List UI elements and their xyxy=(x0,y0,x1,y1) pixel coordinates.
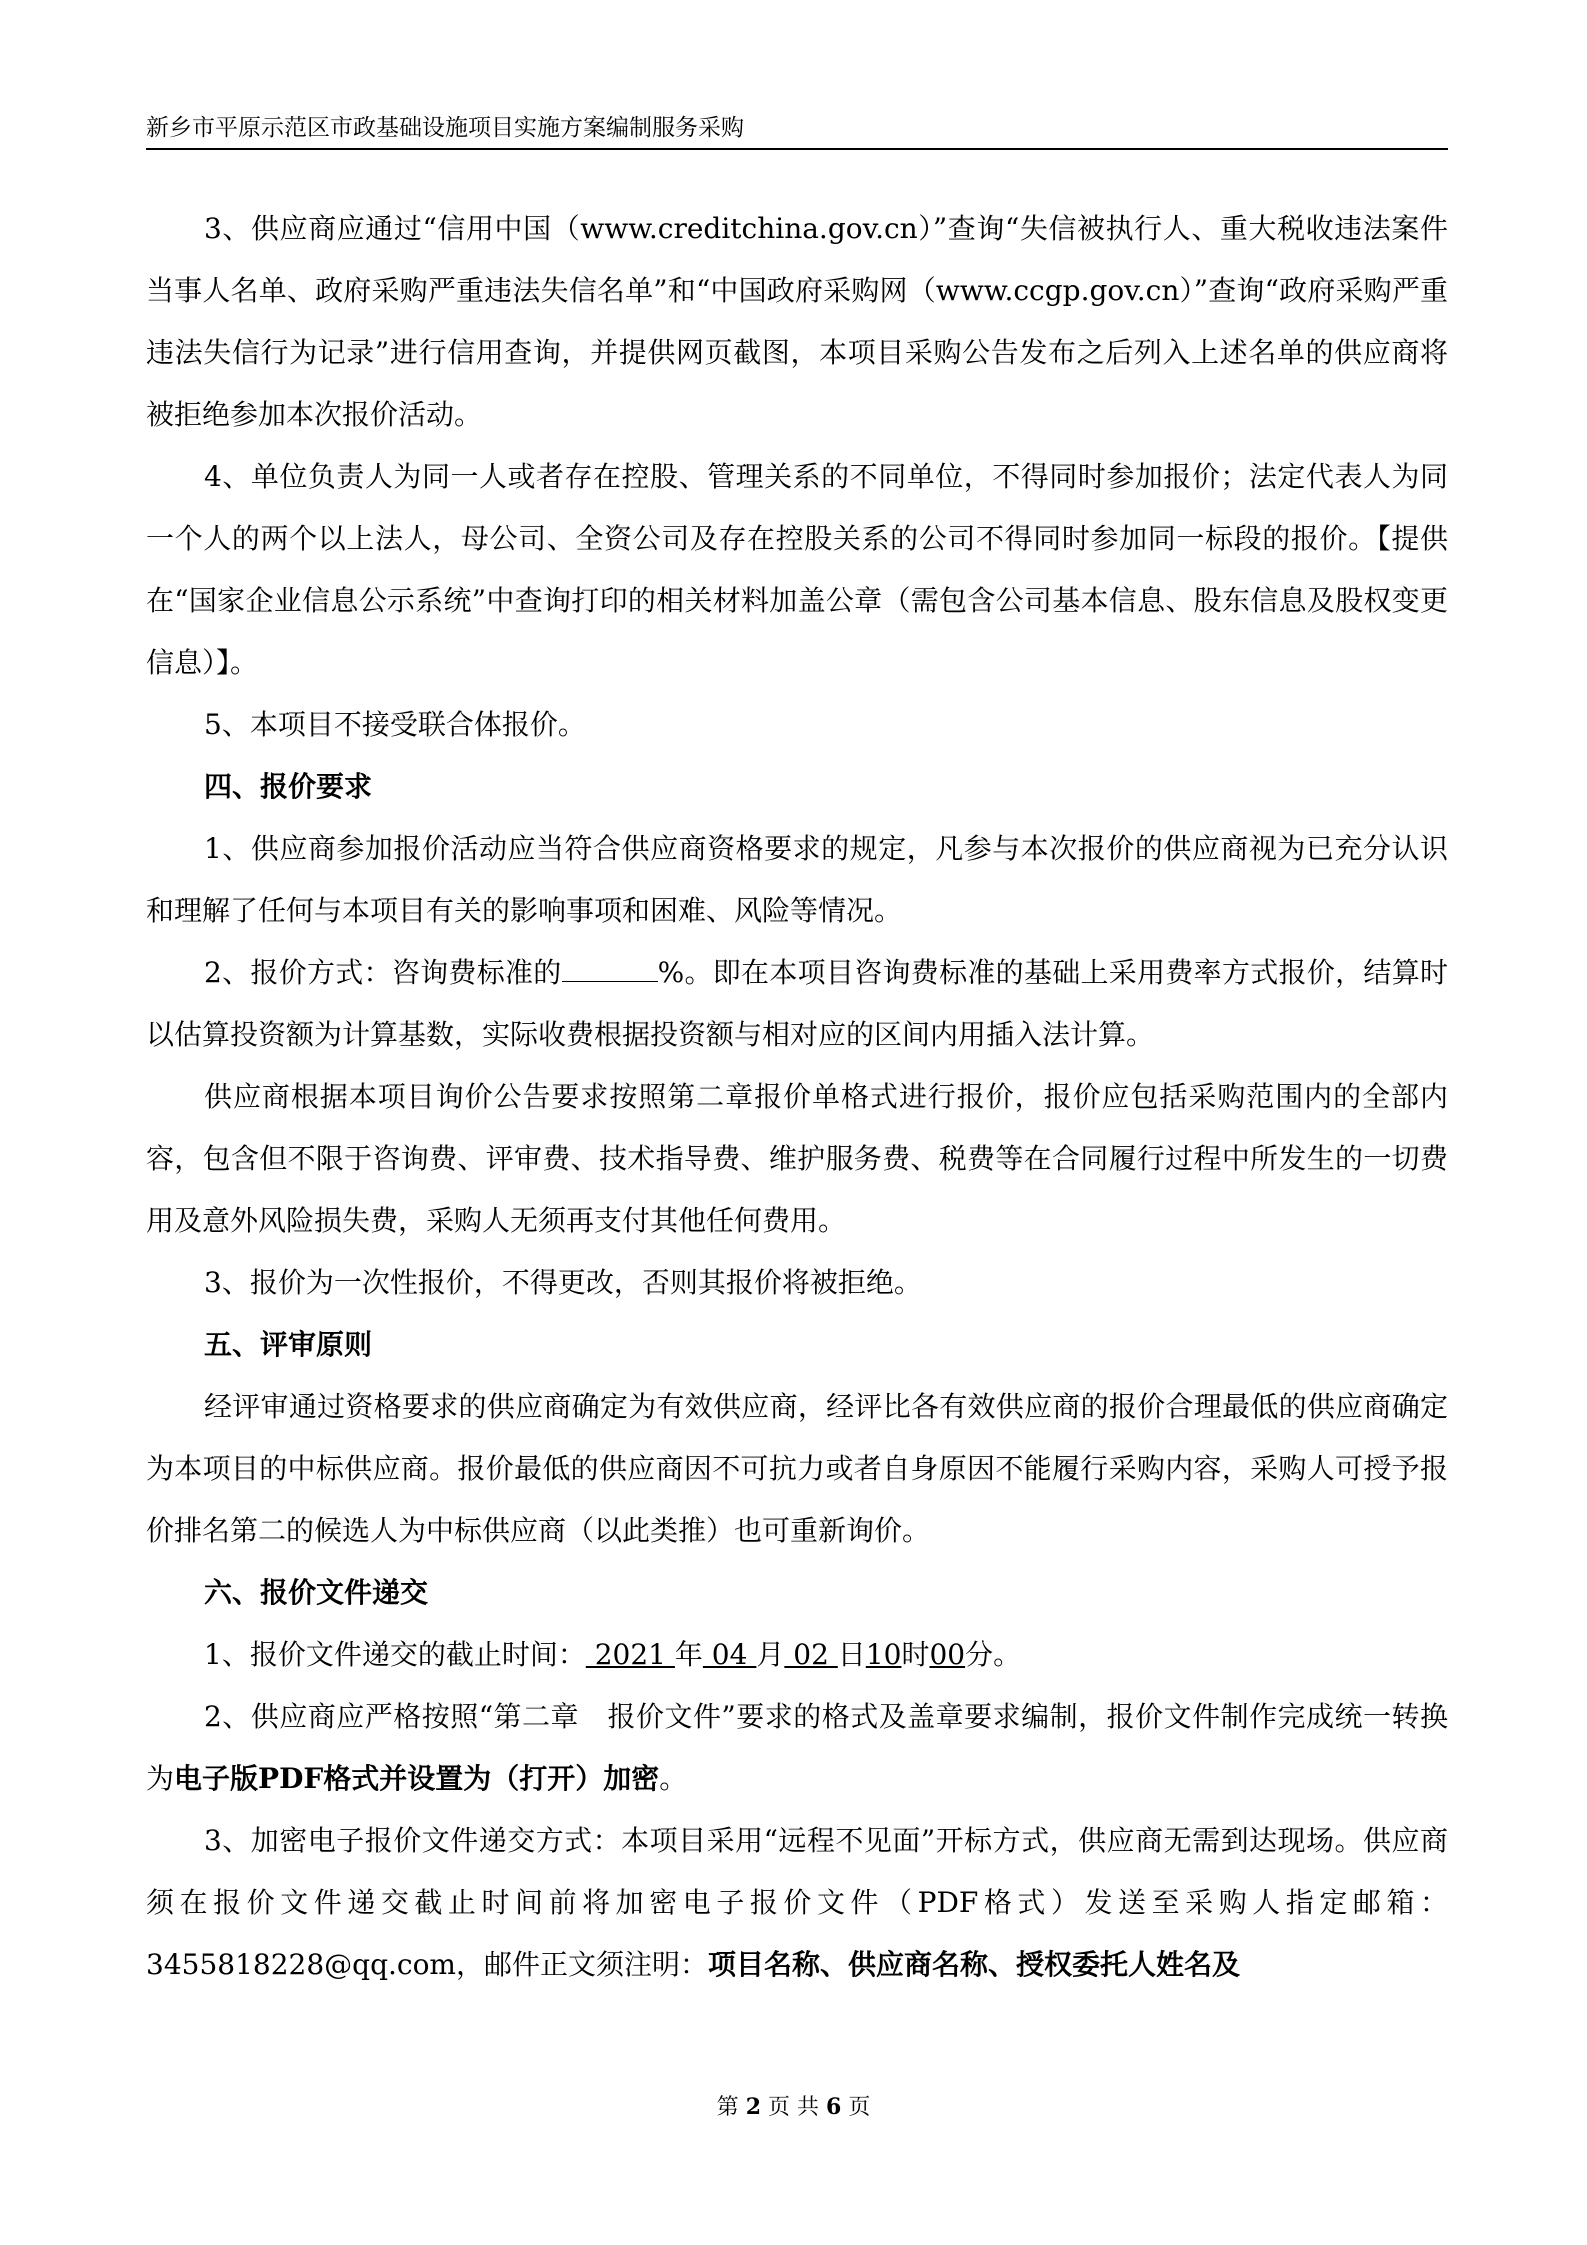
page-footer xyxy=(0,2090,1587,2121)
paragraph-one-time-quote: 3、报价为一次性报价，不得更改，否则其报价将被拒绝。 xyxy=(204,1266,922,1299)
heading-quote-requirements: 四、报价要求 xyxy=(204,770,373,803)
format-emphasis: 电子版PDF格式并设置为（打开）加密 xyxy=(174,1762,660,1795)
paragraph-quote-qualification: 1、供应商参加报价活动应当符合供应商资格要求的规定，凡参与本次报价的供应商视为已充分认识和理解了任何与本项目有关的影响事项和困难、风险等情况。 xyxy=(146,832,1448,927)
fee-rate-blank xyxy=(562,957,658,982)
footer-pre: 第 xyxy=(716,2095,739,2120)
deadline-minute-unit: 分。 xyxy=(965,1638,1022,1671)
quote-method-rest: %。即在本项目咨询费标准的基础上采用费率方式报价，结算时以估算投资额为计算基数，实际收费根据投资额与相对应的区间内用插入法计算。 xyxy=(146,956,1448,1051)
paragraph-evaluation: 经评审通过资格要求的供应商确定为有效供应商，经评比各有效供应商的报价合理最低的供应商确定为本项目的中标供应商。报价最低的供应商因不可抗力或者自身原因不能履行采购内容，采购人可授予报价排名第二的候选人为中标供应商（以此类推）也可重新询价。 xyxy=(146,1390,1448,1547)
deadline-month: 04 xyxy=(702,1638,757,1671)
heading-submission: 六、报价文件递交 xyxy=(204,1576,429,1609)
heading-evaluation-principle: 五、评审原则 xyxy=(204,1328,373,1361)
deadline-minute: 00 xyxy=(929,1638,966,1671)
delivery-text: 3、加密电子报价文件递交方式：本项目采用“远程不见面”开标方式，供应商无需到达现场。供应商须在报价文件递交截止时间前将加密电子报价文件（PDF格式）发送至采购人指定邮箱：3455818228@qq.com，邮件正文须注明： xyxy=(146,1824,1448,1981)
footer-total-pages: 6 xyxy=(826,2094,842,2120)
deadline-prefix: 1、报价文件递交的截止时间： xyxy=(204,1638,586,1671)
footer-page-number: 2 xyxy=(745,2094,761,2120)
delivery-emphasis: 项目名称、供应商名称、授权委托人姓名及 xyxy=(707,1948,1240,1981)
quote-method-prefix: 2、报价方式：咨询费标准的 xyxy=(204,956,562,989)
deadline-year: 2021 xyxy=(585,1638,675,1671)
footer-mid: 页 共 xyxy=(768,2095,819,2120)
paragraph-no-consortium: 5、本项目不接受联合体报价。 xyxy=(204,708,586,741)
paragraph-quote-method xyxy=(146,942,1448,1066)
header-rule xyxy=(146,148,1448,150)
deadline-year-unit: 年 xyxy=(674,1638,703,1671)
paragraph-quote-scope: 供应商根据本项目询价公告要求按照第二章报价单格式进行报价，报价应包括采购范围内的全部内容，包含但不限于咨询费、评审费、技术指导费、维护服务费、税费等在合同履行过程中所发生的一切费用及意外风险损失费，采购人无须再支付其他任何费用。 xyxy=(146,1080,1448,1237)
paragraph-delivery-method xyxy=(146,1810,1448,1996)
format-suffix: 。 xyxy=(659,1762,688,1795)
deadline-hour-unit: 时 xyxy=(901,1638,930,1671)
paragraph-credit-check: 3、供应商应通过“信用中国（www.creditchina.gov.cn）”查询“失信被执行人、重大税收违法案件当事人名单、政府采购严重违法失信名单”和“中国政府采购网（www.ccgp.gov.cn）”查询“政府采购严重违法失信行为记录”进行信用查询，并提供网页截图，本项目采购公告发布之后列入上述名单的供应商将被拒绝参加本次报价活动。 xyxy=(146,212,1448,431)
deadline-day-unit: 日 xyxy=(837,1638,866,1671)
footer-post: 页 xyxy=(848,2095,871,2120)
paragraph-related-units: 4、单位负责人为同一人或者存在控股、管理关系的不同单位，不得同时参加报价；法定代表人为同一个人的两个以上法人，母公司、全资公司及存在控股关系的公司不得同时参加同一标段的报价。【提供在“国家企业信息公示系统”中查询打印的相关材料加盖公章（需包含公司基本信息、股东信息及股权变更信息）】。 xyxy=(146,460,1448,679)
deadline-month-unit: 月 xyxy=(756,1638,785,1671)
format-prefix: 2、供应商应严格按照“第二章 报价文件”要求的格式及盖章要求编制，报价文件制作完成统一转换为 xyxy=(146,1700,1448,1795)
page-header: 新乡市平原示范区市政基础设施项目实施方案编制服务采购 xyxy=(146,115,744,141)
deadline-hour: 10 xyxy=(865,1638,902,1671)
paragraph-deadline xyxy=(146,1624,1448,1686)
document-body xyxy=(146,198,1448,1996)
paragraph-format xyxy=(146,1686,1448,1810)
deadline-day: 02 xyxy=(784,1638,838,1671)
